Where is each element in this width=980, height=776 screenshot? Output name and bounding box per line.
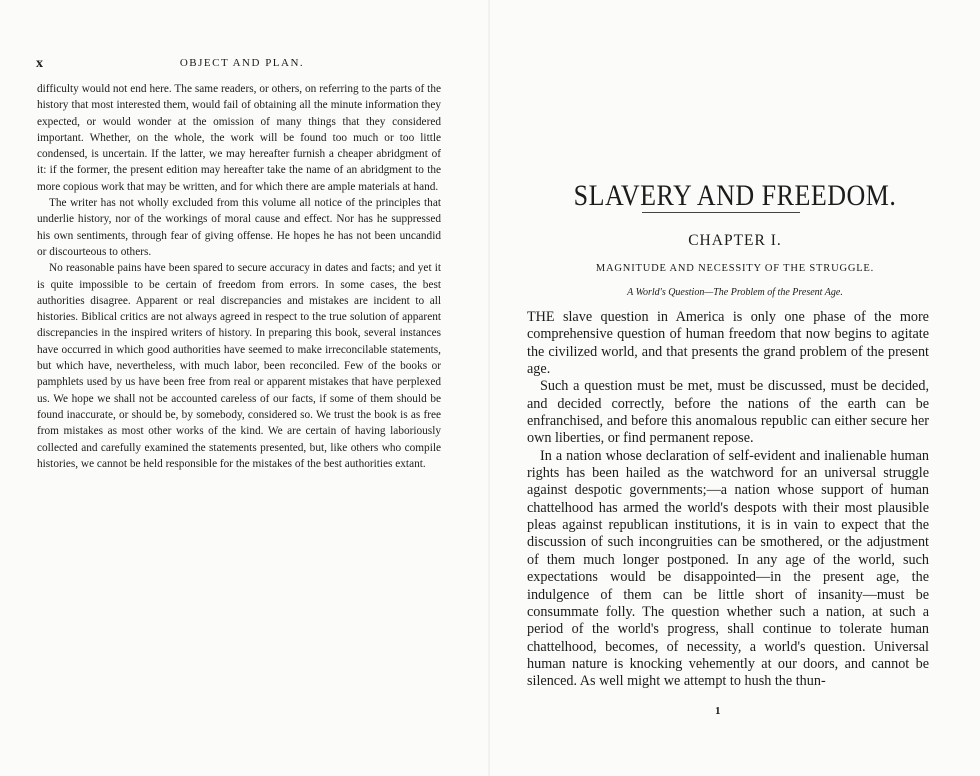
page-number: 1	[715, 705, 721, 717]
preface-text	[37, 81, 441, 472]
title-divider	[642, 212, 800, 213]
running-head-title: OBJECT AND PLAN.	[179, 57, 305, 69]
page-number-roman: x	[36, 56, 43, 71]
right-page	[490, 0, 980, 776]
paragraph: No reasonable pains have been spared to secure accuracy in dates and facts; and yet it is quite impossible to be certain of freedom from errors. In some cases, the best authorities disagree. Apparent or real discrepancies and mistakes are incident to all histories. Biblical critics are not always agreed in respect to the true solution of apparent discrepancies in the inspired writers of history. In preparing this book, several instances have occurred in which good authorities have seemed to make irreconcilable statements, but which have, nevertheless, with much labor, been reconciled. Few of the books or pamphlets used by us have been free from real or apparent mistakes that have perplexed us. We hope we shall not be accounted careless of our facts, if some of them should be found inaccurate, or should be, by somebody, considered so. We trust the book is as free from mistakes as most other works of the kind. We are certain of having laboriously collected and carefully examined the statements presented, but, like others who compile histories, we cannot be held responsible for the mistakes of the best authorities extant.	[37, 262, 441, 470]
book-title: SLAVERY AND FREEDOM.	[573, 179, 897, 213]
chapter-synopsis: A World's Question—The Problem of the Present Age.	[627, 287, 843, 298]
chapter-heading: CHAPTER I.	[688, 232, 782, 249]
paragraph: In a nation whose declaration of self-evident and inalienable human rights has been hailed as the watchword for an universal struggle against despotic governments;—a nation whose support of human chattelhood has armed the world's despots with their most plausible pleas against republican institutions, it is in vain to expect that the discussion of such incongruities can be smothered, or the adjustment of them much longer postponed. In any age of the world, such expectations would be disappointed—in the present age, the indulgence of them can be little short of insanity—must be consummate folly. The question whether such a nation, at such a period of the world's progress, shall continue to tolerate human chattelhood, becomes, of necessity, a world's question. Universal human nature is knocking vehemently at our doors, and cannot be silenced. As well might we attempt to hush the thun-	[527, 447, 929, 690]
paragraph: difficulty would not end here. The same readers, or others, on referring to the parts of the history that most interested them, would fail of obtaining all the minute information they expected, or would wonder at the omission of many things that they considered important. Whether, on the whole, the work will be found too much or too little condensed, is uncertain. If the latter, we may hereafter furnish a cheaper abridgment of it: if the former, the present edition may hereafter take the name of an abridgment to the more copious work that may be written, and for which there are ample materials at hand.	[37, 83, 441, 193]
running-head	[36, 56, 448, 72]
chapter-text	[527, 309, 929, 691]
paragraph: The writer has not wholly excluded from this volume all notice of the principles that underlie history, nor of the workings of moral cause and effect. Nor has he suppressed his own sentiments, through fear of giving offense. He hopes he has not been uncandid or discourteous to others.	[37, 197, 441, 258]
paragraph: THE slave question in America is only one phase of the more comprehensive question of human freedom that now begins to agitate the civilized world, and that presents the grand problem of the present age.	[527, 309, 929, 378]
paragraph: Such a question must be met, must be discussed, must be decided, and decided correctly, before the nations of the earth can be enfranchised, and before this anomalous republic can either secure her own liberties, or find permanent repose.	[527, 378, 929, 447]
chapter-title: MAGNITUDE AND NECESSITY OF THE STRUGGLE.	[595, 263, 875, 274]
